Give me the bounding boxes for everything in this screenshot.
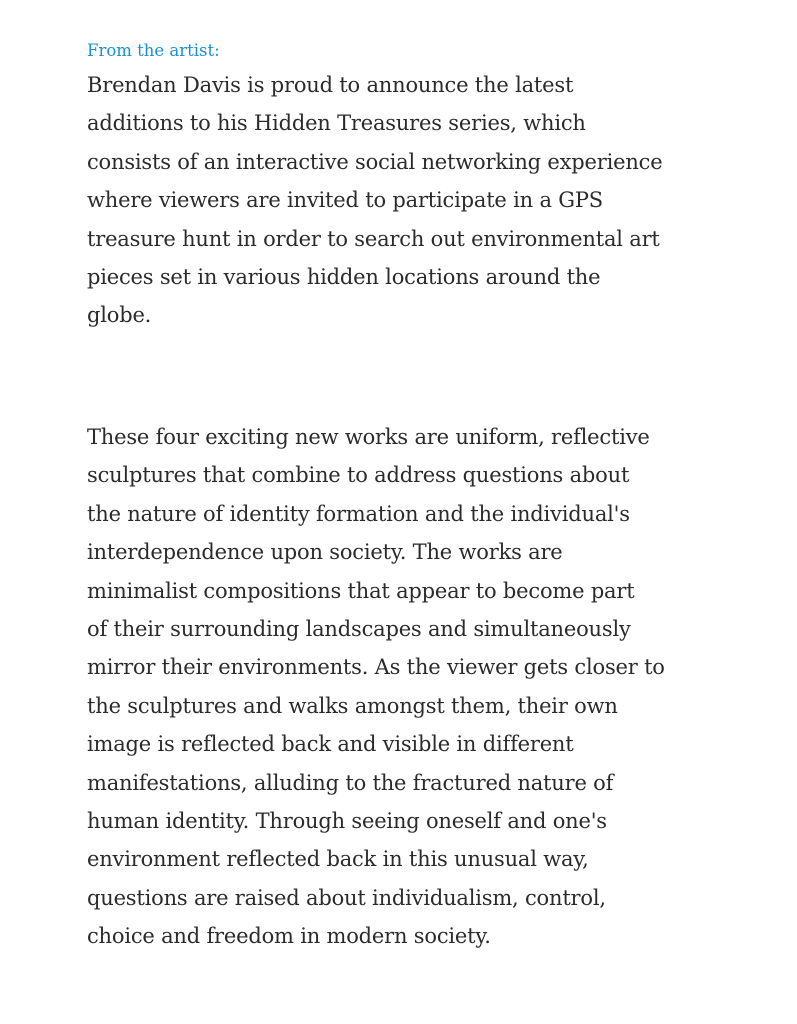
article-body [87, 38, 727, 949]
paragraph-line: pieces set in various hidden locations around the [87, 265, 601, 290]
paragraph-line: image is reflected back and visible in different [87, 732, 574, 757]
paragraph-line: the nature of identity formation and the individual's [87, 501, 630, 526]
paragraph-line: of their surrounding landscapes and simultaneously [87, 617, 631, 642]
paragraph-line: minimalist compositions that appear to become part [87, 578, 635, 603]
paragraph-line: the sculptures and walks amongst them, their own [87, 693, 618, 718]
paragraph-works-description [87, 418, 665, 956]
paragraph-line: environment reflected back in this unusual way, [87, 847, 589, 872]
paragraph-line: consists of an interactive social networking experience [87, 149, 663, 174]
paragraph-line: manifestations, alluding to the fractured nature of [87, 770, 614, 795]
paragraph-line: interdependence upon society. The works are [87, 540, 563, 565]
paragraph-line: globe. [87, 303, 152, 328]
paragraph-line: Brendan Davis is proud to announce the latest [87, 73, 574, 97]
paragraph-intro [87, 66, 727, 335]
paragraph-line: choice and freedom in modern society. [87, 924, 491, 949]
paragraph-line: additions to his Hidden Treasures series, which [87, 111, 586, 136]
from-the-artist-label: From the artist: [87, 41, 220, 60]
paragraph-line: mirror their environments. As the viewer gets closer to [87, 655, 665, 680]
paragraph-line: where viewers are invited to participate in a GPS [87, 188, 603, 213]
paragraph-line: human identity. Through seeing oneself and one's [87, 809, 607, 834]
paragraph-line: treasure hunt in order to search out environmental art [87, 226, 660, 251]
paragraph-line: sculptures that combine to address questions about [87, 463, 630, 488]
paragraph-line: These four exciting new works are uniform, reflective [87, 425, 650, 449]
paragraph-line: questions are raised about individualism, control, [87, 885, 606, 910]
